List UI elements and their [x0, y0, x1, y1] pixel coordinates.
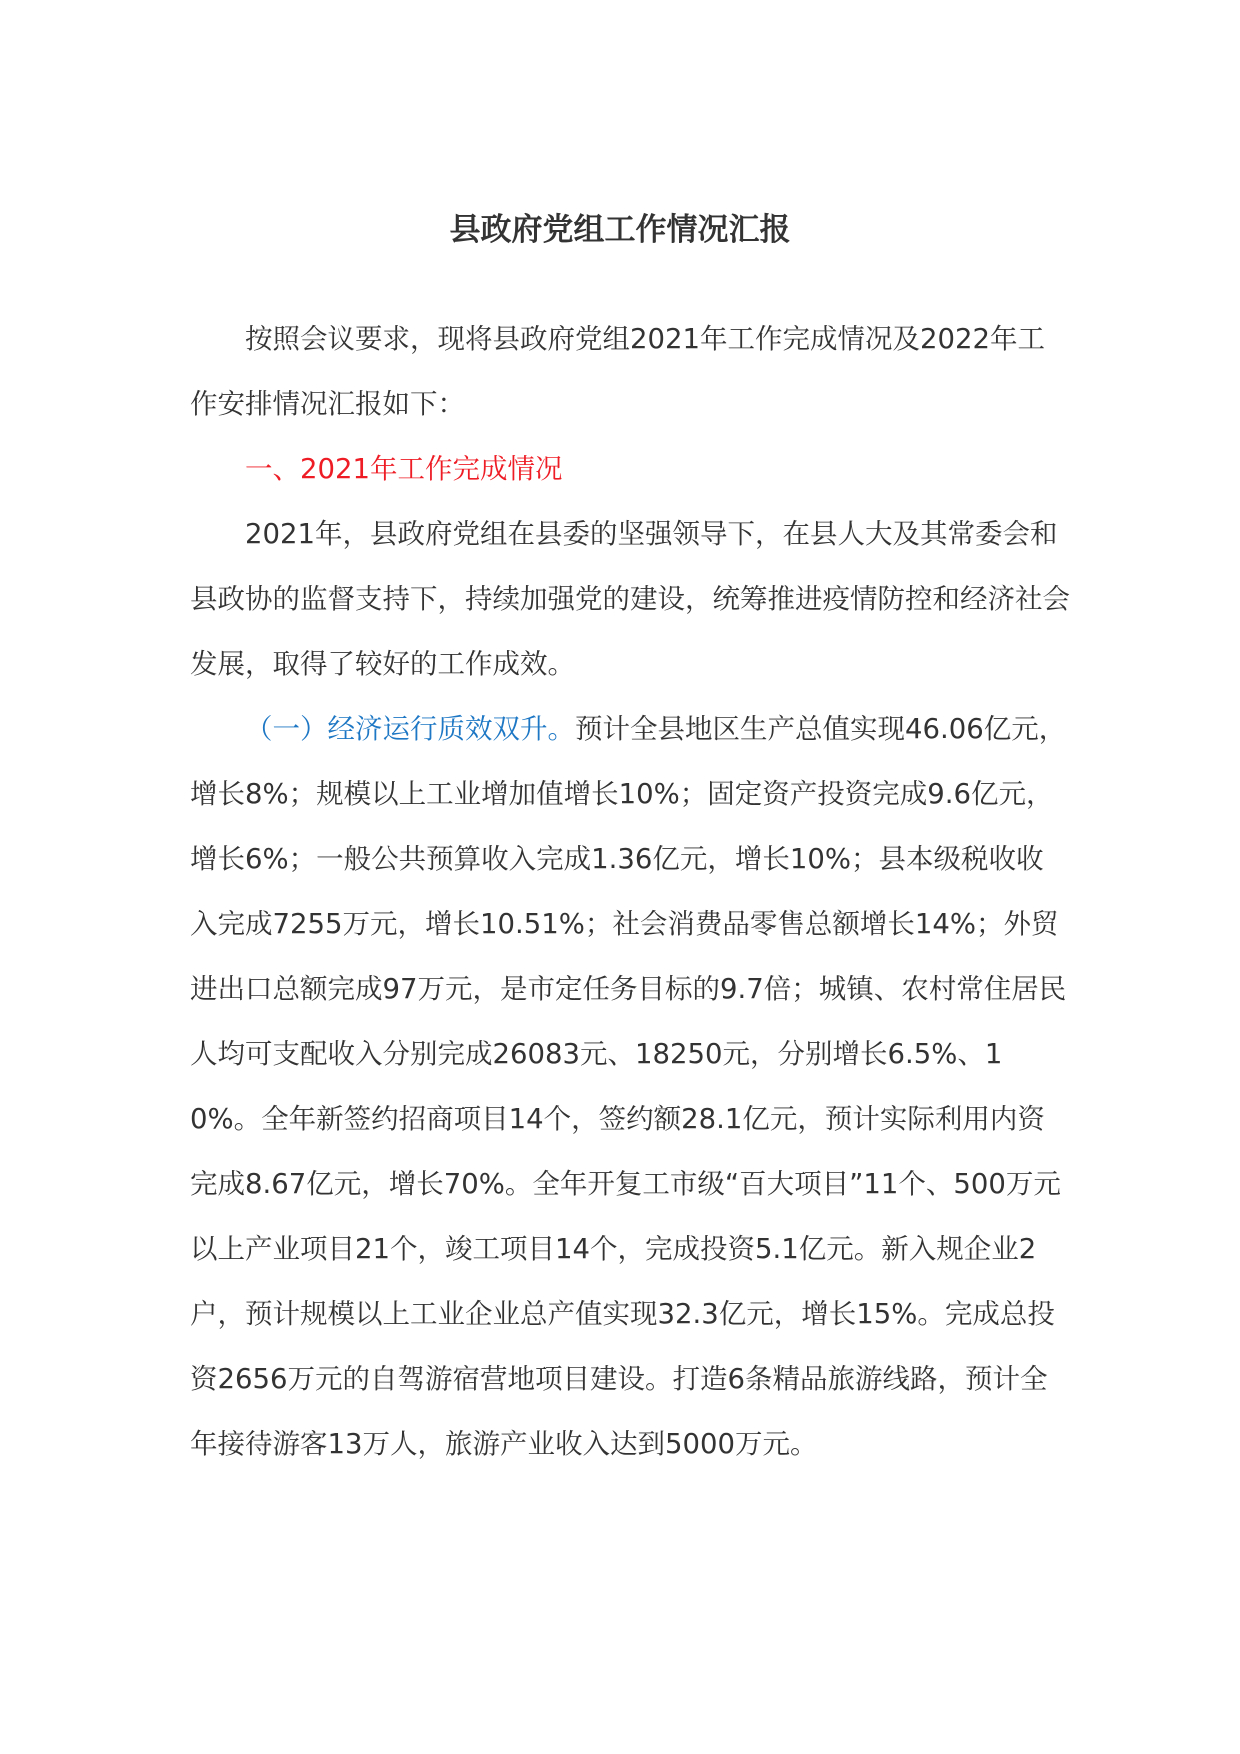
intro-paragraph: 按照会议要求，现将县政府党组2021年工作完成情况及2022年工作安排情况汇报如下： [190, 323, 1045, 420]
section-heading: 一、2021年工作完成情况 [245, 453, 563, 485]
subsection-body: 预计全县地区生产总值实现46.06亿元，增长8%；规模以上工业增加值增长10%；固定资产投资完成9.6亿元，增长6%；一般公共预算收入完成1.36亿元，增长10%；县本级税收收入完成7255万元，增长10.51%；社会消费品零售总额增长14%；外贸进出口总额完成97万元，是市定任务目标的9.7倍；城镇、农村常住居民人均可支配收入分别完成26083元、18250元，分别增长6.5%、10%。全年新签约招商项目14个，签约额28.1亿元，预计实际利用内资完成8.67亿元，增长70%。全年开复工市级“百大项目”11个、500万元以上产业项目21个，竣工项目14个，完成投资5.1亿元。新入规企业2户，预计规模以上工业企业总产值实现32.3亿元，增长15%。完成总投资2656万元的自驾游宿营地项目建设。打造6条精品旅游线路，预计全年接待游客13万人，旅游产业收入达到5000万元。 [190, 713, 1067, 1460]
subsection-paragraph [190, 697, 1070, 1477]
subsection-heading: （一）经济运行质效双升。 [245, 713, 575, 745]
document-title: 县政府党组工作情况汇报 [449, 212, 791, 248]
document-body [190, 307, 1070, 1477]
section-intro-paragraph: 2021年，县政府党组在县委的坚强领导下，在县人大及其常委会和县政协的监督支持下，持续加强党的建设，统筹推进疫情防控和经济社会发展，取得了较好的工作成效。 [190, 518, 1070, 680]
